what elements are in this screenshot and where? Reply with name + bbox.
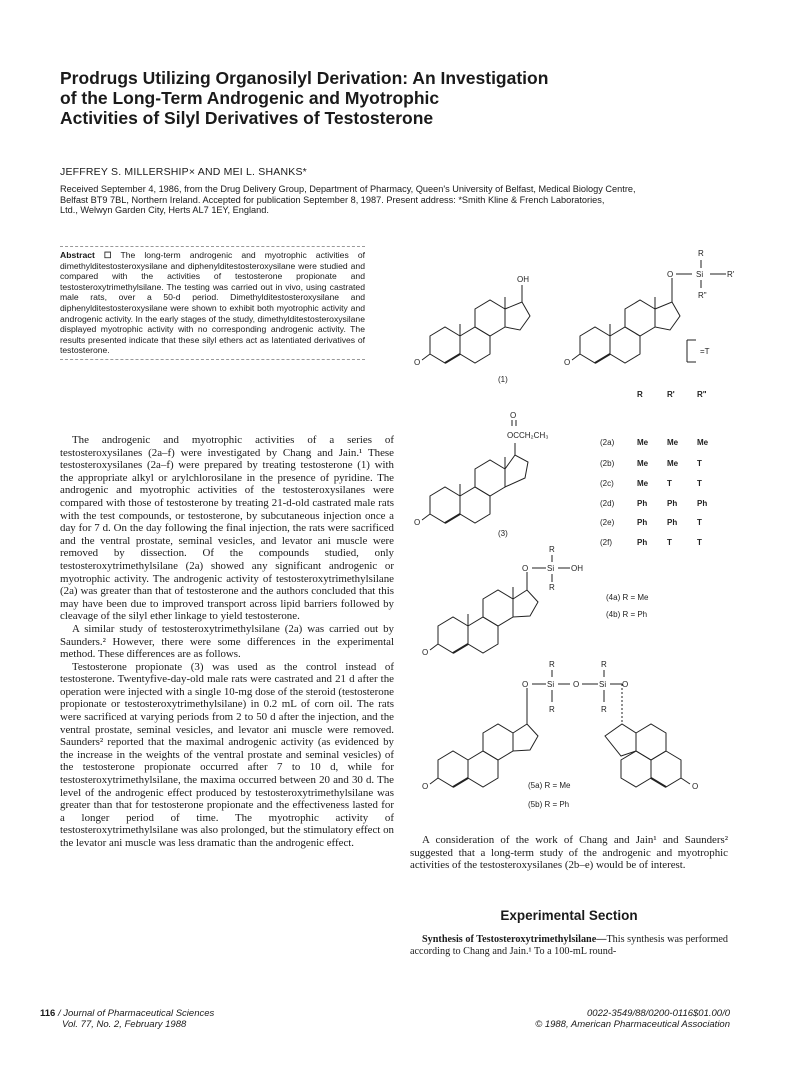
footer-journal: / Journal of Pharmaceutical Sciences	[57, 1008, 215, 1019]
compound-3-o: O	[414, 518, 421, 527]
table-row-2f-r: Ph	[637, 538, 648, 547]
compound-3-carbonyl-o: O	[510, 411, 517, 420]
right-column-paragraph	[410, 834, 728, 872]
table-row-2e-r: Ph	[637, 518, 648, 527]
footer-right	[500, 1008, 730, 1030]
footer-left	[40, 1008, 214, 1030]
compound-1-oh: OH	[517, 275, 529, 284]
table-row-2c-r: Me	[637, 479, 649, 488]
compound-5-o-bridge: O	[573, 680, 580, 689]
compound-1-label: (1)	[498, 375, 508, 384]
compound-5-r-bottom-left: R	[549, 705, 555, 714]
compound-5-r-top-right: R	[601, 660, 607, 669]
table-row-2f-rp: T	[667, 538, 672, 547]
article-title	[60, 68, 620, 128]
footer-volume: Vol. 77, No. 2, February 1988	[62, 1019, 187, 1030]
table-row-2c-id: (2c)	[600, 479, 614, 488]
compound-5a-label: (5a) R = Me	[528, 781, 571, 790]
compound-4-ketone-o: O	[422, 648, 429, 657]
received-line-3: Ltd., Welwyn Garden City, Herts AL7 1EY, England.	[60, 205, 269, 215]
compound-1-o: O	[414, 358, 421, 367]
compound-2-si: Si	[696, 270, 704, 279]
right-paragraph-text: A consideration of the work of Chang and Jain¹ and Saunders² suggested that a long-term study of the androgenic and myotrophic activities of the testosteroxysilanes (2b–e) would be of interest.	[410, 834, 728, 872]
table-row-2f-rdp: T	[697, 538, 702, 547]
synthesis-text	[410, 934, 728, 959]
received-info	[60, 184, 740, 216]
compound-5-si-right: Si	[599, 680, 607, 689]
compound-4-o: O	[522, 564, 529, 573]
table-row-2d-rp: Ph	[667, 499, 678, 508]
compound-2-eq-t: =T	[700, 347, 710, 356]
compound-2-r-dprime: R"	[698, 291, 707, 300]
compound-2-o-ketone: O	[564, 358, 571, 367]
table-row-2f-id: (2f)	[600, 538, 612, 547]
compound-4-r-top: R	[549, 545, 555, 554]
compound-4-oh: OH	[571, 564, 583, 573]
table-row-2d-id: (2d)	[600, 499, 615, 508]
received-line-2: Belfast BT9 7BL, Northern Ireland. Accepted for publication September 8, 1987. Present address: *Smith Kline & French Laboratories,	[60, 194, 605, 205]
table-row-2b-r: Me	[637, 459, 649, 468]
table-row-2c-rp: T	[667, 479, 672, 488]
table-row-2a-id: (2a)	[600, 438, 615, 447]
compound-5-si-left: Si	[547, 680, 555, 689]
body-paragraph-2: A similar study of testosteroxytrimethylsilane (2a) was carried out by Saunders.² However, there were some differences in the experimental method. These differences are as follows.	[60, 622, 394, 661]
synthesis-body: This synthesis was performed according to Chang and Jain.¹ To a 100-mL round-	[410, 934, 728, 958]
abstract-text: The long-term androgenic and myotrophic activities of dimethylditestosteroxysilane and diphenylditestosteroxysilane were studied and compared with the activities of testosterone propionate and testosteroxytrimethylsilane. The testing was carried out in vivo, using castrated male rats, over a 50-d period. Dimethylditestosteroxysilane and diphenylditestosteroxysilane were shown to exhibit both myotrophic activity and androgenic activity. In the early stages of the study, dimethylditestosteroxysilane displayed myotrophic activity with no corresponding androgenic activity. The results presented indicate that these silyl ethers act as latentiated derivatives of testosterone.	[60, 250, 365, 356]
compound-5-o-right: O	[622, 680, 629, 689]
compound-5-r-top-left: R	[549, 660, 555, 669]
compound-5-o-left: O	[522, 680, 529, 689]
table-row-2b-rp: Me	[667, 459, 679, 468]
table-row-2c-rdp: T	[697, 479, 702, 488]
body-paragraph-3: Testosterone propionate (3) was used as the control instead of testosterone. Twentyfive-day-old male rats were castrated and 21 d after the operation were injected with a single 10-mg dose of the steroid (testosterone propionate or testosteroxytrimethylsilane) in 0.2 mL of corn oil. The rats were sacrificed at varying periods from 2 to 50 d after the injection, and the ventral prostate, seminal vesicles, and levator ani muscle were removed. Saunders² reported that the maximal androgenic activity (as evidenced by the increase in the weights of the ventral prostate and seminal vesicles) of the testosterone propionate occurred after 7 to 10 d, while for testosteroxytrimethylsilane, the maxima occurred between 20 and 30 d. The level of the androgenic effect produced by testosteroxytrimethylsilane was greater than that for testosterone propionate and the effectiveness lasted for a longer period of time. The myotrophic activity of testosteroxytrimethylsilane was also prolonged, but the stimulatory effect on the levator ani muscle was less dramatic than the androgenic effect.	[60, 660, 394, 849]
footer-page-number: 116	[40, 1008, 56, 1019]
compound-4a-label: (4a) R = Me	[606, 593, 649, 602]
compound-4b-label: (4b) R = Ph	[606, 610, 648, 619]
compound-5-ketone-o-right: O	[692, 782, 699, 791]
compound-2-r: R	[698, 249, 704, 258]
table-row-2a-rdp: Me	[697, 438, 709, 447]
abstract-box	[60, 246, 365, 360]
compound-3-propionate: OCCH₂CH₃	[507, 431, 549, 440]
compound-4-si: Si	[547, 564, 555, 573]
body-left-column	[60, 434, 394, 850]
compound-1-structure	[422, 285, 530, 363]
footer-copyright: © 1988, American Pharmaceutical Association	[535, 1019, 730, 1030]
received-line-1: Received September 4, 1986, from the Drug Delivery Group, Department of Pharmacy, Queen's University of Belfast, Medical Biology Centre,	[60, 184, 636, 194]
table-row-2b-rdp: T	[697, 459, 702, 468]
table-header-r: R	[637, 390, 643, 399]
compound-5-ketone-o-left: O	[422, 782, 429, 791]
abstract-label: Abstract ☐	[60, 250, 112, 260]
table-row-2a-r: Me	[637, 438, 649, 447]
table-row-2e-id: (2e)	[600, 518, 615, 527]
title-line-3: Activities of Silyl Derivatives of Testosterone	[60, 108, 434, 128]
table-header-r-dprime: R"	[697, 390, 707, 399]
body-paragraph-1: The androgenic and myotrophic activities of a series of testosteroxysilanes (2a–f) were investigated by Chang and Jain.¹ These testosteroxysilanes (2a–f) were prepared by treating testosterone (1) with the appropriate alkyl or arylchlorosilane in the presence of pyridine. The androgenic and myotrophic activities of the testosteroxysilanes were compared with those of testosterone by treating 21-d-old castrated male rats with the test compounds, or testosterone, by subcutaneous injection once a day for 7 d. On the day following the final injection, the rats were sacrificed and the ventral prostate, seminal vesicles, and levator ani muscle were removed by dissection. Of the compounds studied, only testosteroxytrimethylsilane (2a) showed any significant androgenic or myotrophic activity. The androgenic activity of testosteroxytrimethylsilane (2a) was greater than that of testosterone and the authors concluded that this may have been due to improved transport across lipid barriers followed by cleavage of the silyl ether linkage to yield testosterone.	[60, 434, 394, 623]
title-line-2: of the Long-Term Androgenic and Myotrophic	[60, 88, 440, 108]
compound-5-r-bottom-right: R	[601, 705, 607, 714]
table-row-2b-id: (2b)	[600, 459, 615, 468]
substituent-table	[600, 390, 709, 547]
chemical-structures-figure	[400, 240, 740, 810]
table-row-2d-rdp: Ph	[697, 499, 708, 508]
table-row-2e-rp: Ph	[667, 518, 678, 527]
title-line-1: Prodrugs Utilizing Organosilyl Derivation: An Investigation	[60, 68, 549, 88]
table-row-2e-rdp: T	[697, 518, 702, 527]
compound-2-o: O	[667, 270, 674, 279]
footer-code: 0022-3549/88/0200-0116$01.00/0	[587, 1008, 730, 1019]
author-list: JEFFREY S. MILLERSHIP× AND MEI L. SHANKS*	[60, 166, 307, 178]
compound-3-label: (3)	[498, 529, 508, 538]
compound-5b-label: (5b) R = Ph	[528, 800, 570, 809]
compound-2-r-prime: R'	[727, 270, 735, 279]
synthesis-paragraph	[410, 934, 728, 959]
section-heading: Experimental Section	[500, 908, 638, 923]
table-header-r-prime: R'	[667, 390, 675, 399]
footer-journal-line	[40, 1008, 214, 1019]
table-row-2d-r: Ph	[637, 499, 648, 508]
synthesis-lead: Synthesis of Testosteroxytrimethylsilane—	[422, 934, 607, 945]
compound-4-r-bottom: R	[549, 583, 555, 592]
table-row-2a-rp: Me	[667, 438, 679, 447]
compound-5-structure	[430, 670, 690, 787]
